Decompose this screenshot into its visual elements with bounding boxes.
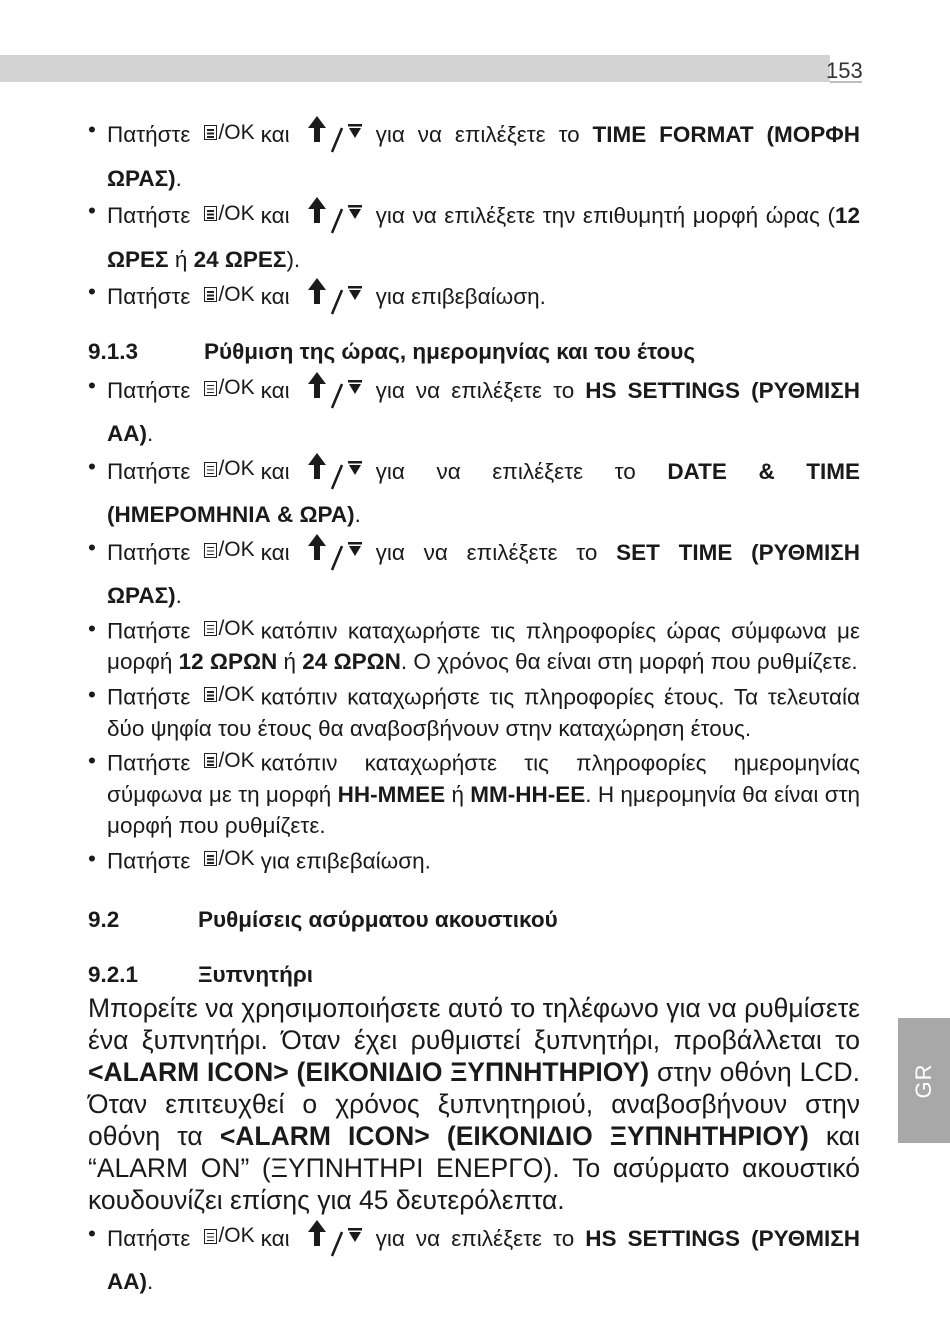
up-down-arrows-icon [306,370,364,419]
menu-ok-key-icon: /OK [204,613,254,645]
menu-list-icon [204,1229,217,1244]
menu-ok-key-icon: /OK [204,198,254,230]
up-down-arrows-icon [306,276,364,325]
language-tab [898,1018,950,1143]
menu-ok-key-icon: /OK [204,279,254,311]
list-item: • Πατήστε /OK και για να επιλέξετε το SET TIME (ΡΥΘΜΙΣΗ ΩΡΑΣ). [88,532,860,612]
menu-list-icon [204,687,217,702]
menu-list-icon [204,381,217,396]
menu-list-icon [204,462,217,477]
up-down-arrows-icon [306,1218,364,1267]
list-item: • Πατήστε /OK και για να επιλέξετε την επιθυμητή μορφή ώρας (12 ΩΡΕΣ ή 24 ΩΡΕΣ). [88,195,860,275]
list-item: • Πατήστε /OK και για επιβεβαίωση. [88,276,860,325]
menu-ok-key-icon: /OK [204,453,254,485]
list-item: • Πατήστε /OK και για να επιλέξετε το TIME FORMAT (ΜΟΡΦΗ ΩΡΑΣ). [88,114,860,194]
menu-ok-key-icon: /OK [204,1220,254,1252]
up-down-arrows-icon [306,114,364,163]
menu-ok-key-icon: /OK [204,745,254,777]
page-content [88,114,860,1299]
menu-ok-key-icon: /OK [204,117,254,149]
menu-list-icon [204,621,217,636]
section-heading-9-2: 9.2 Ρυθμίσεις ασύρματου ακουστικού [88,906,558,932]
menu-list-icon [204,753,217,768]
list-item: • Πατήστε /OK για επιβεβαίωση. [88,843,860,877]
list-item: • Πατήστε /OK και για να επιλέξετε το DATE & TIME (ΗΜΕΡΟΜΗΝΙΑ & ΩΡΑ). [88,451,860,531]
up-down-arrows-icon [306,451,364,500]
menu-list-icon [204,125,217,140]
section-heading-9-1-3: 9.1.3 Ρύθμιση της ώρας, ημερομηνίας και του έτους [88,338,696,364]
list-item: • Πατήστε /OK κατόπιν καταχωρήστε τις πληροφορίες έτους. Τα τελευταία δύο ψηφία του έτους θα αναβοσβήνουν στην καταχώρηση έτους. [88,679,860,744]
menu-list-icon [204,206,217,221]
menu-list-icon [204,543,217,558]
menu-list-icon [204,287,217,302]
alarm-paragraph: Μπορείτε να χρησιμοποιήσετε αυτό το τηλέφωνο για να ρυθμίσετε ένα ξυπνητήρι. Όταν έχει ρυθμιστεί ξυπνητήρι, προβάλλεται το <ALARM ICON> (ΕΙΚΟΝΙΔΙΟ ΞΥΠΝΗΤΗΡΙΟΥ) στην οθόνη LCD. Όταν επιτευχθεί ο χρόνος ξυπνητηριού, αναβοσβήνουν στην οθόνη τα <ALARM ICON> (ΕΙΚΟΝΙΔΙΟ ΞΥΠΝΗΤΗΡΙΟΥ) και “ALARM ON” (ΞΥΠΝΗΤΗΡΙ ΕΝΕΡΓΟ). Το ασύρματο ακουστικό κουδουνίζει επίσης για 45 δευτερόλεπτα. [88,992,861,1215]
menu-ok-key-icon: /OK [204,679,254,711]
up-down-arrows-icon [306,195,364,244]
list-item: • Πατήστε /OK και για να επιλέξετε το HS SETTINGS (ΡΥΘΜΙΣΗ ΑΑ). [88,1218,860,1298]
menu-ok-key-icon: /OK [204,534,254,566]
page-number: 153 [826,58,863,83]
menu-ok-key-icon: /OK [204,372,254,404]
list-item: • Πατήστε /OK κατόπιν καταχωρήστε τις πληροφορίες ώρας σύμφωνα με μορφή 12 ΩΡΩΝ ή 24 ΩΡΩΝ. Ο χρόνος θα είναι στη μορφή που ρυθμίζετε. [88,613,860,678]
section-heading-9-2-1: 9.2.1 Ξυπνητήρι [88,961,314,987]
header-bar [0,55,830,82]
language-tab-label: GR [911,1063,936,1098]
list-item: • Πατήστε /OK και για να επιλέξετε το HS SETTINGS (ΡΥΘΜΙΣΗ ΑΑ). [88,370,860,450]
up-down-arrows-icon [306,532,364,581]
list-item: • Πατήστε /OK κατόπιν καταχωρήστε τις πληροφορίες ημερομηνίας σύμφωνα με τη μορφή ΗΗ-ΜΜΕΕ ή ΜΜ-ΗΗ-ΕΕ. Η ημερομηνία θα είναι στη μορφή που ρυθμίζετε. [88,745,860,842]
menu-ok-key-icon: /OK [204,843,254,875]
menu-list-icon [204,851,217,866]
